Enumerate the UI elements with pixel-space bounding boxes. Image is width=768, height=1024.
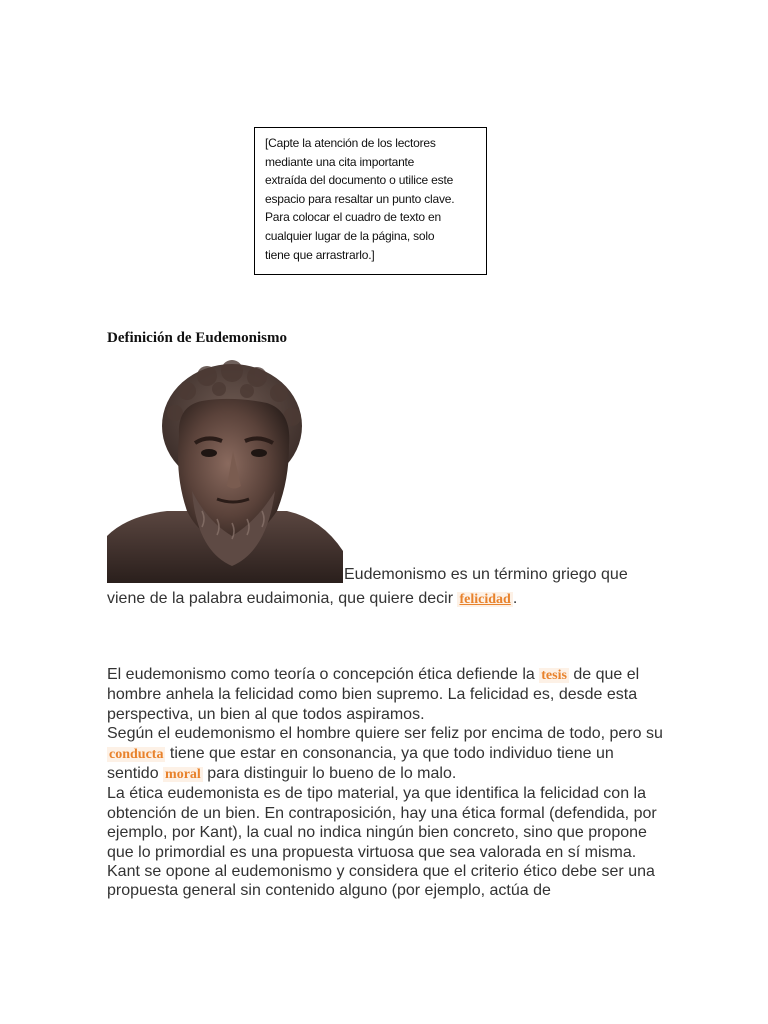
- callout-line: tiene que arrastrarlo.]: [265, 247, 375, 262]
- body-paragraph: [107, 665, 667, 901]
- callout-line: extraída del documento o utilice este: [265, 173, 454, 188]
- callout-line: cualquier lugar de la página, solo: [265, 228, 435, 243]
- body-text: para distinguir lo bueno de lo malo.: [202, 765, 457, 783]
- callout-line: [Capte la atención de los lectores: [265, 136, 436, 150]
- intro-text: Eudemonismo es un término griego que viene de la palabra eudaimonia, que quiere decir: [107, 566, 628, 607]
- body-text: Según el eudemonismo el hombre quiere ser feliz por encima de todo, pero su: [107, 725, 663, 743]
- callout-line: espacio para resaltar un punto clave.: [265, 191, 455, 206]
- moral-keyword[interactable]: moral: [165, 767, 201, 783]
- callout-line: Para colocar el cuadro de texto en: [265, 210, 441, 225]
- pull-quote-textbox[interactable]: [254, 127, 487, 275]
- tesis-keyword[interactable]: tesis: [541, 668, 567, 683]
- section-heading: Definición de Eudemonismo: [107, 330, 288, 346]
- conducta-keyword[interactable]: conducta: [109, 746, 164, 762]
- body-text: de que el hombre anhela la felicidad como bien supremo. La felicidad es, desde esta perspectiva, un bien al que todos aspiramos.: [107, 666, 640, 723]
- body-text: La ética eudemonista es de tipo material, ya que identifica la felicidad con la obtención de un bien. En contraposición, hay una ética formal (defendida, por ejemplo, por Kant), la cual no indica ningún bien concreto, sino que propone que lo primordial es una propuesta virtuosa que sea valorada en sí misma. Kant se opone al eudemonismo y considera que el criterio ético debe ser una propuesta general sin contenido alguno (por ejemplo, actúa de: [107, 785, 657, 900]
- felicidad-link[interactable]: felicidad: [459, 592, 511, 607]
- aristotle-bust-image: [107, 351, 343, 583]
- image-inline-spacer: [107, 578, 344, 579]
- body-text: El eudemonismo como teoría o concepción ética defiende la: [107, 666, 540, 683]
- callout-line: mediante una cita importante: [265, 154, 415, 169]
- intro-period: .: [512, 590, 518, 607]
- intro-paragraph: [107, 563, 667, 612]
- body-text: tiene que estar en consonancia, ya que todo individuo tiene un sentido: [107, 744, 614, 783]
